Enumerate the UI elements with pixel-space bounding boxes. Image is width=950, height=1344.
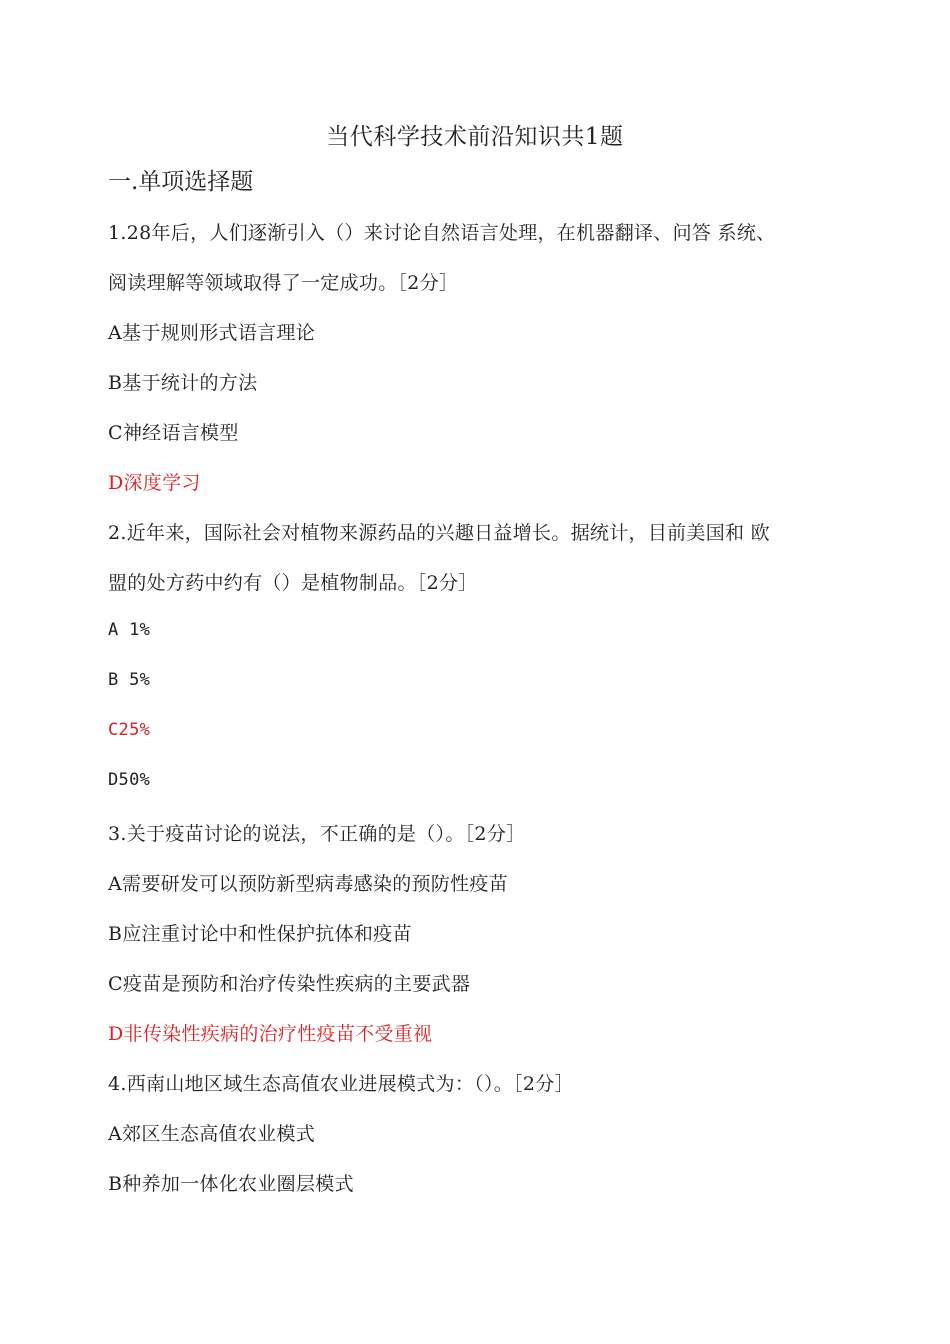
question-1-stem-line-1: 1.28年后，人们逐渐引入（）来讨论自然语言处理，在机器翻译、问答 系统、: [108, 222, 776, 244]
question-4-option-b: B种养加一体化农业圈层模式: [108, 1173, 354, 1195]
question-2-option-a: A 1%: [108, 620, 151, 640]
document-title: 当代科学技术前沿知识共1题: [326, 124, 624, 150]
question-1-stem-line-2: 阅读理解等领域取得了一定成功。［2分］: [108, 272, 459, 294]
question-4-stem: 4.西南山地区域生态高值农业进展模式为：（）。［2分］: [108, 1073, 574, 1095]
question-2-option-d: D50%: [108, 770, 151, 790]
question-1-option-a: A基于规则形式语言理论: [108, 322, 316, 344]
section-heading: 一.单项选择题: [108, 169, 254, 195]
question-1-option-c: C神经语言模型: [108, 422, 239, 444]
question-3-option-b: B应注重讨论中和性保护抗体和疫苗: [108, 923, 412, 945]
question-1-option-b: B基于统计的方法: [108, 372, 258, 394]
question-3-option-d-answer: D非传染性疾病的治疗性疫苗不受重视: [108, 1023, 433, 1045]
question-2-option-b: B 5%: [108, 670, 151, 690]
question-2-stem-line-1: 2.近年来，国际社会对植物来源药品的兴趣日益增长。据统计，目前美国和 欧: [108, 522, 770, 544]
question-2-option-c-answer: C25%: [108, 720, 151, 740]
question-1-option-d-answer: D深度学习: [108, 472, 201, 494]
question-3-option-a: A需要研发可以预防新型病毒感染的预防性疫苗: [108, 873, 509, 895]
question-3-stem: 3.关于疫苗讨论的说法，不正确的是（）。［2分］: [108, 823, 526, 845]
question-4-option-a: A郊区生态高值农业模式: [108, 1123, 316, 1145]
question-3-option-c: C疫苗是预防和治疗传染性疾病的主要武器: [108, 973, 471, 995]
question-2-stem-line-2: 盟的处方药中约有（）是植物制品。［2分］: [108, 572, 478, 594]
